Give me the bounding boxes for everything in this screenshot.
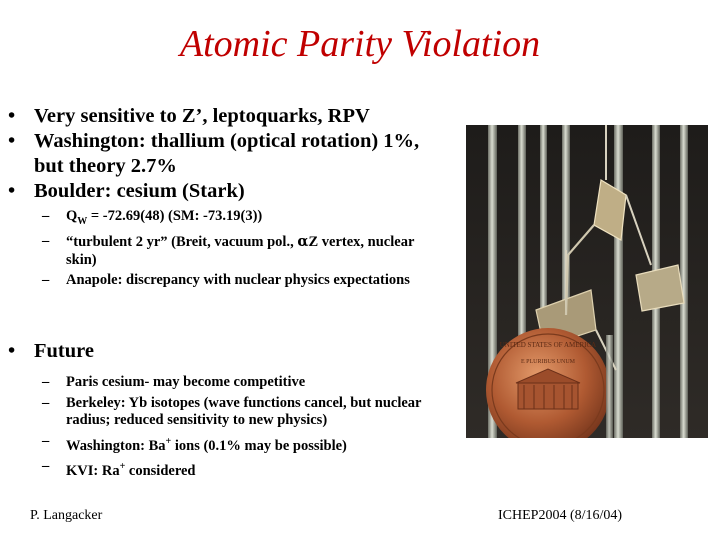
bullet-dot: • — [8, 340, 16, 362]
bullet-text: Washington: thallium (optical rotation) 1%, but theory 2.7% — [34, 130, 420, 177]
glass-rod — [614, 125, 623, 438]
kvi-a: KVI: Ra — [66, 462, 120, 479]
wash-b: ions (0.1% may be possible) — [171, 437, 347, 454]
bullet-dot: • — [8, 130, 16, 152]
dash: – — [42, 272, 50, 289]
boulder-subitems — [8, 208, 448, 290]
bullet-dot: • — [8, 180, 16, 202]
penny-text-pluribus: E PLURIBUS UNUM — [520, 359, 576, 365]
dash: – — [42, 394, 50, 411]
bullet-text: Boulder: cesium (Stark) — [34, 180, 245, 202]
dash: – — [42, 208, 50, 224]
penny-memorial — [518, 383, 578, 409]
footer-author: P. Langacker — [30, 508, 103, 523]
wash-sup: + — [165, 435, 172, 447]
kvi-b: considered — [125, 462, 196, 479]
subitem-paris — [8, 374, 448, 392]
subitem-berkeley — [8, 395, 448, 430]
dash: – — [42, 432, 50, 449]
slide-title: Atomic Parity Violation — [179, 23, 541, 65]
future-subitems — [8, 374, 448, 480]
subitem-turbulent — [8, 233, 448, 269]
kvi-sup: + — [119, 460, 126, 472]
footer-conference: ICHEP2004 (8/16/04) — [498, 508, 623, 523]
turbulent-b: Z vertex, nuclear skin) — [66, 234, 415, 268]
subitem-anapole — [8, 272, 448, 290]
anapole-text: Anapole: discrepancy with nuclear physics expectations — [66, 272, 410, 289]
qw-prefix: Q — [66, 208, 78, 224]
berkeley-text: Berkeley: Yb isotopes (wave functions cancel, but nuclear radius; reduced sensitivity to new physics) — [66, 394, 422, 428]
alpha-symbol: α — [297, 233, 309, 251]
bullet-sensitivity — [8, 104, 448, 129]
penny-text-top: UNITED STATES OF AMERICA — [499, 341, 597, 349]
dash: – — [42, 233, 50, 250]
bullet-boulder — [8, 179, 448, 204]
paris-text: Paris cesium- may become competitive — [66, 374, 306, 390]
subitem-washington-ba — [8, 433, 448, 455]
future-label: Future — [34, 340, 94, 362]
dash: – — [42, 457, 50, 474]
glass-rod-front — [606, 335, 613, 438]
future-section — [8, 339, 448, 480]
qw-sub: W — [77, 215, 88, 227]
dash: – — [42, 374, 50, 390]
subitem-qw — [8, 208, 448, 230]
wash-a: Washington: Ba — [66, 437, 166, 454]
turbulent-a: “turbulent 2 yr” (Breit, vacuum pol., — [66, 234, 298, 251]
qw-rest: = -72.69(48) (SM: -73.19(3)) — [87, 208, 263, 224]
apparatus-photo — [466, 125, 708, 438]
bullet-dot: • — [8, 105, 16, 127]
apparatus-photo-svg — [466, 125, 708, 438]
bullet-text: Very sensitive to Z’, leptoquarks, RPV — [34, 105, 370, 127]
subitem-kvi — [8, 458, 448, 480]
bullet-future — [8, 339, 448, 364]
top-bullet-list — [8, 104, 448, 290]
bullet-washington — [8, 129, 448, 179]
